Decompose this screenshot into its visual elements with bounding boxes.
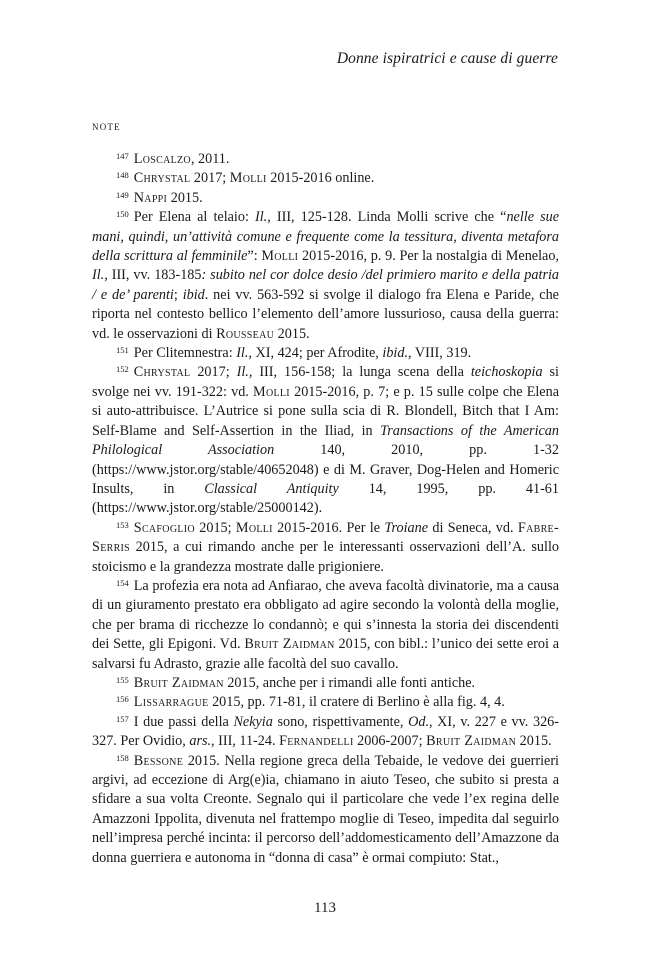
footnote-number: 153: [116, 519, 129, 530]
footnote-154: [92, 577, 559, 674]
footnote-number: 148: [116, 170, 129, 181]
footnote-number: 150: [116, 209, 129, 220]
footnote-148: [92, 169, 559, 188]
note-text: La profezia era nota ad Anfiarao, che aveva facoltà divinatorie, ma a causa di un giuramento prestato era obbligato ad agire secondo la volontà della moglie, che per brama di ricchezze lo condannò; e qui s’innesta la storia dei discendenti dei Sette, gli Epigoni. Vd.: [92, 577, 559, 653]
author-name: Nappi: [133, 189, 168, 206]
author-name: Bruit Zaidman: [133, 674, 224, 691]
note-text: 2015-2016 online.: [266, 170, 375, 187]
italic-text: Il.,: [236, 345, 252, 362]
footnote-number: 155: [116, 674, 129, 685]
italic-text: ibid.,: [382, 345, 412, 362]
author-name: Chrystal: [133, 170, 191, 187]
note-text: 2015.: [167, 189, 203, 206]
note-text: VIII, 319.: [411, 345, 472, 362]
author-name: Rousseau: [216, 325, 275, 342]
author-name: Bruit Zaidman: [426, 733, 517, 750]
author-name: Chrystal: [133, 364, 191, 381]
italic-text: ibid: [182, 286, 205, 303]
italic-text: Il.: [255, 209, 268, 226]
footnote-152: [92, 363, 559, 518]
footnote-151: [92, 344, 559, 363]
italic-text: Troiane: [384, 519, 428, 536]
author-name: Molli: [253, 383, 290, 400]
author-name: Molli: [235, 519, 273, 536]
italic-text: Il.,: [92, 267, 108, 284]
italic-text: teichoskopia: [470, 364, 543, 381]
footnote-149: [92, 189, 559, 208]
italic-text: nelle sue mani, quindi, un’attività comune e frequente come la tessitura, diventa metafora della scrittura al femminile: [92, 209, 560, 265]
italic-text: Nekyia: [233, 713, 273, 730]
note-text: Per Clitemnestra:: [133, 345, 237, 362]
footnote-158: [92, 752, 559, 868]
note-text: 2015;: [194, 519, 236, 536]
footnote-150: [92, 208, 559, 344]
author-name: Scafoglio: [133, 519, 195, 536]
note-text: ;: [173, 286, 183, 303]
note-text: 2015, anche per i rimandi alle fonti antiche.: [223, 674, 476, 691]
note-text: , 2011.: [190, 151, 230, 167]
footnote-number: 147: [116, 151, 129, 161]
footnote-153: [92, 519, 559, 577]
note-text: 2017;: [190, 170, 230, 187]
author-name: Molli: [229, 170, 267, 187]
section-label: note: [92, 118, 121, 133]
note-text: 2006-2007;: [353, 733, 427, 750]
note-text: 2015, pp. 71-81, il cratere di Berlino è alla fig. 4, 4.: [208, 694, 505, 711]
italic-text: Classical Antiquity: [204, 480, 339, 497]
note-text: , III, 125-128. Linda Molli scrive che “: [267, 209, 507, 226]
note-text: . nei vv. 563-592 si svolge il dialogo fra Elena e Paride, che riporta nel contesto bellico l’elemento dell’amore lussurioso, causa della guerra: vd. le osservazioni di: [92, 286, 559, 342]
running-head: Donne ispiratrici e cause di guerre: [336, 50, 558, 67]
note-text: , XI, v. 227 e vv. 326-327. Per Ovidio,: [92, 713, 559, 750]
note-text: 2015-2016, p. 7; e p. 15 sulle colpe che Elena si auto-attribuisce. L’Autrice si pone sulla scia di R. Blondell, Bitch that I Am: Self-Blame and Self-Assertion in the Iliad, in: [92, 383, 559, 439]
note-text: ”:: [247, 248, 262, 265]
note-text: 2015-2016. Per le: [272, 519, 385, 536]
note-text: 2015.: [516, 733, 552, 750]
footnote-156: [92, 693, 559, 712]
italic-text: Od.: [408, 713, 429, 730]
note-text: sono, rispettivamente,: [272, 713, 409, 730]
note-text: 2017;: [190, 364, 237, 381]
italic-text: Transactions of the American Philological Association: [92, 422, 559, 459]
note-text: si svolge nei vv. 191-322: vd.: [92, 364, 559, 400]
note-text: 140, 2010, pp. 1-32 (https://www.jstor.org/stable/40652048) e di M. Graver, Dog-Helen and Homeric Insults, in: [92, 442, 559, 497]
note-text: III, vv. 183-185: [107, 267, 202, 284]
note-text: 14, 1995, pp. 41-61 (https://www.jstor.org/stable/25000142).: [92, 480, 559, 517]
note-text: 2015, con bibl.: l’unico dei sette eroi a salvarsi fu Adrasto, grazie alle facoltà del suo cavallo.: [92, 636, 560, 672]
note-text: 2015. Nella regione greca della Tebaide, le vedove dei guerrieri argivi, ad eccezione di Arg(e)ia, chiamano in aiuto Teseo, che subito si presta a sfidare a sua volta Creonte. Segnalo qui il particolare che vede l’ex regina delle Amazzoni Ippolita, divenuta nel frattempo moglie di Teseo, impedita dal seguirlo nell’impresa perché incinta: il percorso dell’addomesticamento dell’Amazzone da donna guerriera e autonoma in “donna di casa” è ormai compiuto: Stat.,: [92, 752, 559, 866]
author-name: Bessone: [133, 752, 184, 769]
author-name: Fernandelli: [279, 733, 354, 750]
note-text: di Seneca, vd.: [428, 519, 518, 536]
author-name: Loscalzo: [133, 151, 191, 167]
author-name: Molli: [261, 248, 299, 265]
notes-list: [92, 150, 559, 868]
note-text: , III, 11-24.: [211, 733, 280, 750]
note-text: 2015, a cui rimando anche per le interessanti osservazioni dell’A. sullo stoicismo e la grandezza mostrate dalle prigioniere.: [92, 539, 559, 575]
note-text: XI, 424; per Afrodite,: [251, 345, 383, 362]
note-text: III, 156-158; la lunga scena della: [252, 364, 471, 381]
footnote-number: 157: [116, 713, 129, 724]
author-name: Bruit Zaidman: [244, 636, 335, 653]
footnote-147: [92, 150, 559, 169]
italic-text: : subito nel cor dolce desio /del primiero marito e della patria / e de’ parenti: [92, 267, 559, 303]
footnote-number: 154: [116, 577, 129, 588]
author-name: Lissarrague: [133, 694, 209, 711]
footnote-number: 149: [116, 189, 129, 200]
footnote-157: [92, 713, 559, 752]
footnote-number: 152: [116, 364, 129, 375]
footnote-number: 158: [116, 752, 129, 763]
author-name: Fabre-Serris: [92, 519, 559, 556]
page-number: 113: [314, 900, 336, 916]
note-text: 2015.: [274, 325, 310, 342]
italic-text: ars.: [189, 733, 212, 750]
footnote-number: 151: [116, 345, 129, 356]
footnote-155: [92, 674, 559, 693]
italic-text: Il.,: [236, 364, 253, 381]
note-text: I due passi della: [133, 713, 234, 730]
note-text: Per Elena al telaio:: [133, 209, 256, 226]
note-text: 2015-2016, p. 9. Per la nostalgia di Menelao,: [298, 248, 559, 265]
footnote-number: 156: [116, 694, 129, 705]
